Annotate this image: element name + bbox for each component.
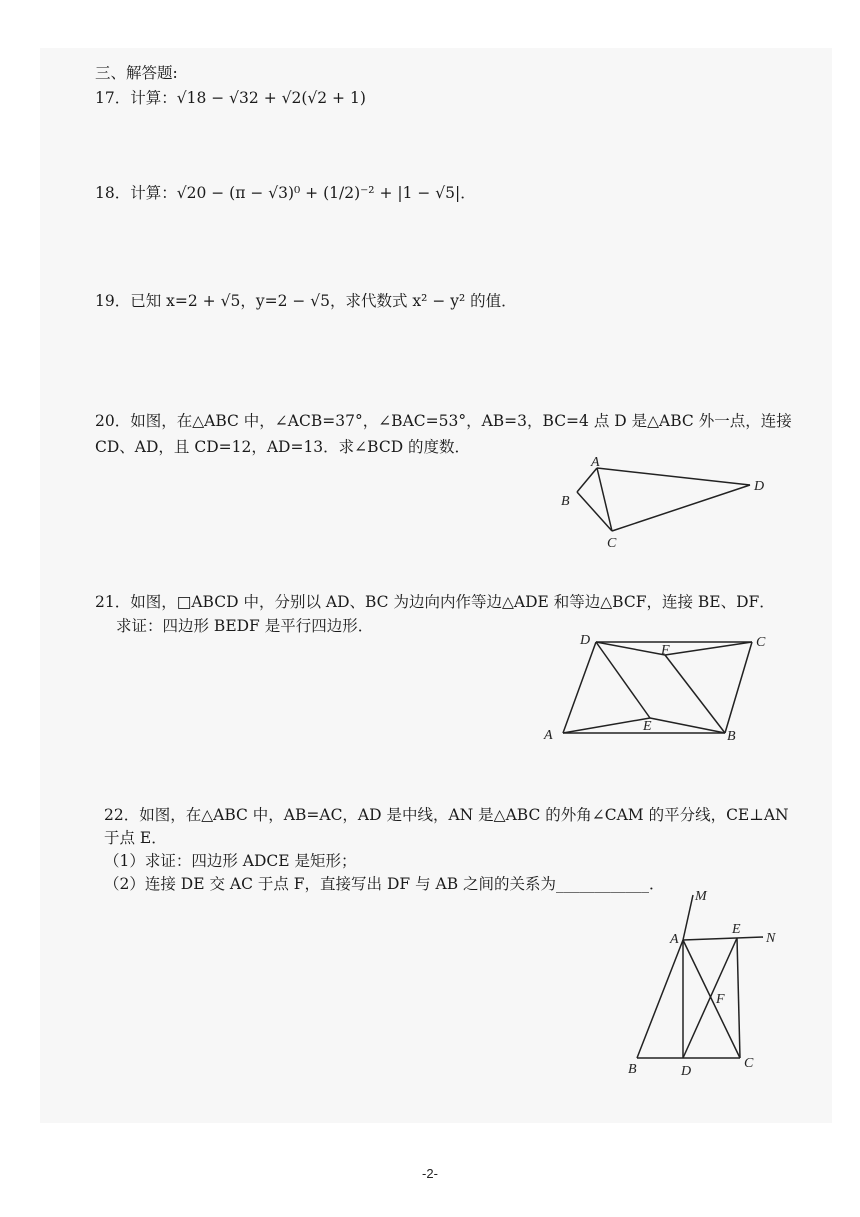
label-c: C <box>756 635 766 650</box>
label-b: B <box>727 729 736 744</box>
question-21-line-2: 求证：四边形 BEDF 是平行四边形． <box>116 617 374 635</box>
figure-q21-parallelogram <box>540 632 780 747</box>
figure-q22-rectangle <box>615 885 795 1080</box>
section-title: 三、解答题: <box>95 64 178 82</box>
label-d: D <box>754 479 765 494</box>
label-a: A <box>544 728 553 743</box>
label-f: F <box>661 643 670 658</box>
question-17: 17．计算：√18 − √32 + √2(√2 + 1) <box>95 89 366 107</box>
label-d: D <box>681 1064 692 1079</box>
label-d: D <box>580 633 591 648</box>
question-19: 19．已知 x=2 + √5，y=2 − √5，求代数式 x² − y² 的值． <box>95 292 517 310</box>
label-m: M <box>695 889 707 904</box>
question-22-line-2: 于点 E． <box>104 829 167 847</box>
page-number: -2- <box>422 1166 438 1181</box>
label-a: A <box>670 932 679 947</box>
figure-q20-quadrilateral <box>555 455 775 550</box>
question-20-line-1: 20．如图，在△ABC 中，∠ACB=37°，∠BAC=53°，AB=3，BC=4 点 D 是△ABC 外一点，连接 <box>95 412 792 430</box>
label-a: A <box>591 455 600 470</box>
label-c: C <box>744 1056 754 1071</box>
question-22-line-3: （1）求证：四边形 ADCE 是矩形； <box>104 852 357 870</box>
question-22-line-4: （2）连接 DE 交 AC 于点 F，直接写出 DF 与 AB 之间的关系为____________． <box>104 875 665 893</box>
question-18: 18．计算：√20 − (π − √3)⁰ + (1/2)⁻² + |1 − √5|． <box>95 184 476 202</box>
question-21-line-1: 21．如图，□ABCD 中，分别以 AD、BC 为边向内作等边△ADE 和等边△BCF，连接 BE、DF． <box>95 593 775 611</box>
label-e: E <box>732 922 741 937</box>
label-b: B <box>628 1062 637 1077</box>
label-e: E <box>643 719 652 734</box>
label-f: F <box>716 992 725 1007</box>
question-20-line-2: CD、AD，且 CD=12，AD=13．求∠BCD 的度数． <box>95 438 471 456</box>
label-n: N <box>766 931 776 946</box>
label-c: C <box>607 536 617 550</box>
question-22-line-1: 22．如图，在△ABC 中，AB=AC，AD 是中线，AN 是△ABC 的外角∠CAM 的平分线，CE⊥AN <box>104 806 789 824</box>
label-b: B <box>561 494 570 509</box>
